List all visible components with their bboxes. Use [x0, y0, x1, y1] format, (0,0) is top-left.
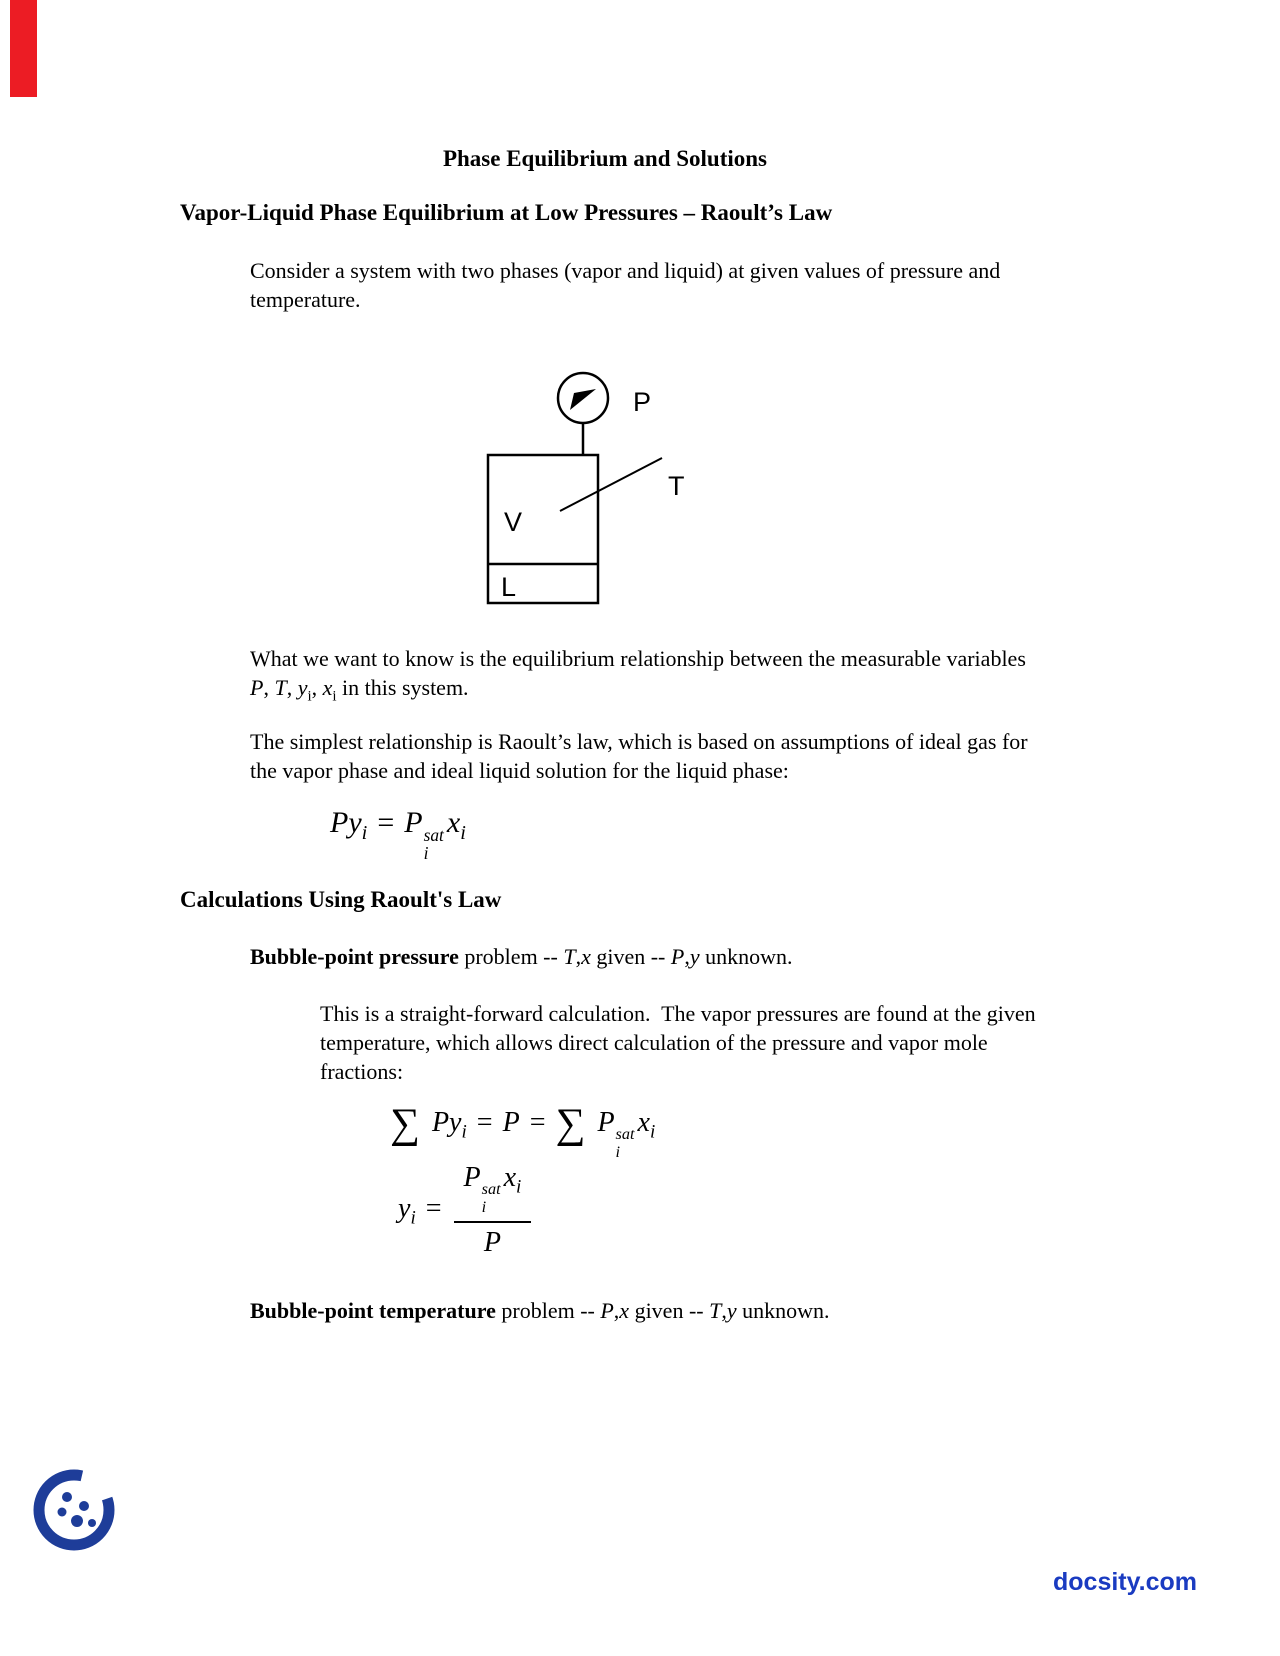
docsity-link[interactable]: docsity.com — [1053, 1568, 1198, 1596]
paragraph-raoults-law-intro: The simplest relationship is Raoult’s law, which is based on assumptions of ideal gas for the vapor phase and ideal liquid solution for the liquid phase: — [250, 729, 1034, 783]
bubble-point-pressure-line: Bubble-point pressure problem -- T,x given -- P,y unknown. — [250, 944, 793, 969]
paragraph-consider-system: Consider a system with two phases (vapor and liquid) at given values of pressure and temperature. — [250, 258, 1006, 312]
equation-raoults-law: $Py_i = P$ sat i $x_i$ — [330, 806, 466, 864]
logo-dot — [62, 1492, 72, 1502]
paragraph-measurable-variables: What we want to know is the equilibrium relationship between the measurable variables P, T, $y_i$, $x_i$ in this system. — [250, 646, 1026, 705]
section-heading-raoults-law: Vapor-Liquid Phase Equilibrium at Low Pressures – Raoult’s Law — [180, 200, 833, 225]
gauge-needle-icon — [570, 389, 596, 410]
equation-pressure-sum: ∑ $Py_i = P$ = ∑ P sat i $x_i$ — [390, 1101, 656, 1161]
section-heading-calculations: Calculations Using Raoult's Law — [180, 887, 502, 912]
logo-dot — [71, 1515, 83, 1527]
red-margin-strip — [10, 0, 37, 97]
logo-dot — [88, 1519, 96, 1527]
vapor-liquid-system-diagram — [480, 368, 730, 618]
equation-vapor-mole-fraction: $y_i$ = P sat i $x_i$ P — [398, 1162, 533, 1259]
page-title: Phase Equilibrium and Solutions — [442, 146, 768, 171]
paragraph-straightforward-calculation: This is a straight-forward calculation. The vapor pressures are found at the given temperature, which allows direct calculation of the pressure and vapor mole fractions: — [320, 1001, 1042, 1084]
logo-dot — [79, 1501, 89, 1511]
pressure-label: P — [633, 387, 652, 417]
bubble-point-temperature-line: Bubble-point temperature problem -- P,x given -- T,y unknown. — [250, 1298, 830, 1323]
docsity-logo — [28, 1462, 120, 1554]
logo-dot — [58, 1508, 67, 1517]
liquid-label: L — [501, 572, 517, 602]
temperature-label: T — [668, 471, 685, 501]
vapor-label: V — [504, 507, 523, 537]
temperature-pointer-line — [560, 458, 662, 511]
